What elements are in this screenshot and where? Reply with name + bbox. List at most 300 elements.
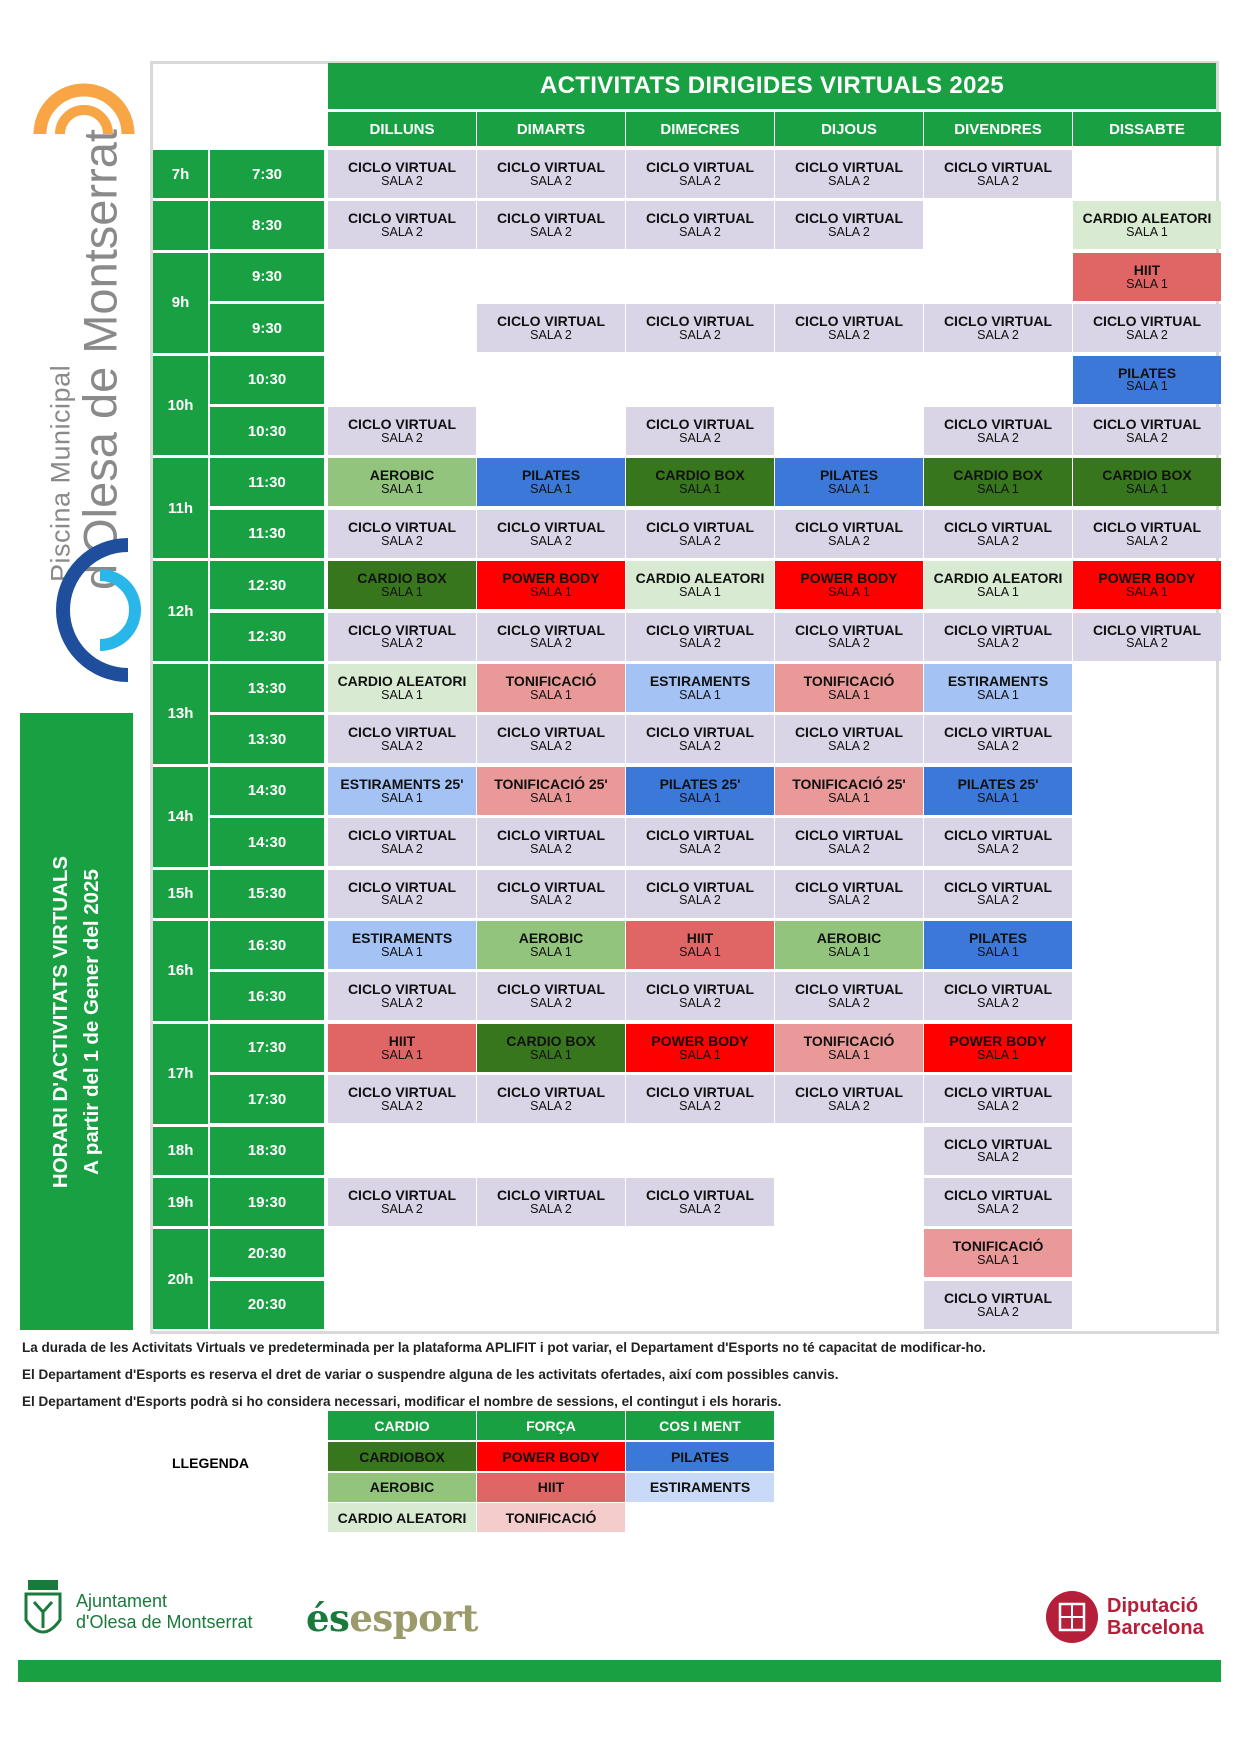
- class-name: CICLO VIRTUAL: [794, 159, 904, 176]
- class-name: CICLO VIRTUAL: [943, 724, 1053, 741]
- class-name: ESTIRAMENTS: [649, 673, 751, 690]
- class-cell: [477, 972, 625, 1020]
- class-room: SALA 2: [530, 996, 572, 1011]
- class-cell: [477, 150, 625, 198]
- class-name: CICLO VIRTUAL: [496, 159, 606, 176]
- class-cell: [328, 664, 476, 712]
- class-cell: [775, 664, 923, 712]
- class-room: SALA 2: [530, 327, 572, 342]
- class-room: SALA 1: [381, 482, 423, 497]
- class-cell: [775, 1075, 923, 1123]
- class-cell: [477, 1024, 625, 1072]
- class-room: SALA 2: [679, 893, 721, 908]
- class-name: CICLO VIRTUAL: [645, 313, 755, 330]
- class-cell: [328, 921, 476, 969]
- legend-header: COS I MENT: [626, 1411, 774, 1440]
- class-room: SALA 2: [679, 327, 721, 342]
- class-cell: [775, 561, 923, 609]
- class-cell: [626, 458, 774, 506]
- class-name: CICLO VIRTUAL: [496, 313, 606, 330]
- class-room: SALA 2: [679, 1098, 721, 1113]
- org-line2: d'Olesa de Montserrat: [73, 129, 127, 590]
- class-cell: [328, 1178, 476, 1226]
- legend-item: CARDIOBOX: [328, 1442, 476, 1471]
- class-name: POWER BODY: [1098, 570, 1196, 587]
- time-slot: 18:30: [210, 1127, 324, 1175]
- class-name: CICLO VIRTUAL: [943, 416, 1053, 433]
- class-room: SALA 1: [977, 584, 1019, 599]
- class-name: CICLO VIRTUAL: [794, 313, 904, 330]
- class-room: SALA 1: [1126, 584, 1168, 599]
- class-cell: [775, 767, 923, 815]
- hour-label: 19h: [153, 1178, 208, 1226]
- class-room: SALA 1: [679, 1047, 721, 1062]
- class-room: SALA 1: [828, 687, 870, 702]
- class-name: CICLO VIRTUAL: [943, 878, 1053, 895]
- class-room: SALA 2: [679, 430, 721, 445]
- footer-bar: [18, 1660, 1221, 1682]
- class-room: SALA 2: [977, 533, 1019, 548]
- class-room: SALA 2: [977, 173, 1019, 188]
- class-room: SALA 2: [828, 225, 870, 240]
- class-room: SALA 2: [679, 739, 721, 754]
- class-room: SALA 2: [977, 327, 1019, 342]
- class-room: SALA 2: [530, 173, 572, 188]
- class-cell: [328, 870, 476, 918]
- class-name: CICLO VIRTUAL: [794, 1084, 904, 1101]
- class-name: CICLO VIRTUAL: [943, 313, 1053, 330]
- class-cell: [626, 1075, 774, 1123]
- class-cell: [626, 715, 774, 763]
- class-name: CARDIO ALEATORI: [933, 570, 1063, 587]
- class-cell: [924, 304, 1072, 352]
- class-cell: [626, 150, 774, 198]
- class-cell: [477, 664, 625, 712]
- class-cell: [477, 715, 625, 763]
- class-room: SALA 2: [977, 1201, 1019, 1216]
- class-cell: [924, 510, 1072, 558]
- class-room: SALA 2: [828, 996, 870, 1011]
- ajuntament-line1: Ajuntament: [76, 1591, 168, 1611]
- class-room: SALA 2: [977, 893, 1019, 908]
- class-name: CICLO VIRTUAL: [645, 1084, 755, 1101]
- class-name: CARDIO BOX: [1102, 467, 1192, 484]
- class-cell: [1073, 356, 1221, 404]
- class-name: CICLO VIRTUAL: [645, 518, 755, 535]
- time-slot: 17:30: [210, 1075, 324, 1123]
- class-room: SALA 2: [381, 893, 423, 908]
- class-name: PILATES: [1117, 364, 1177, 381]
- class-cell: [626, 1178, 774, 1226]
- diputacio-logo: [1045, 1590, 1204, 1644]
- class-cell: [775, 921, 923, 969]
- class-name: PILATES 25': [659, 775, 741, 792]
- class-room: SALA 2: [977, 841, 1019, 856]
- class-name: CICLO VIRTUAL: [943, 1289, 1053, 1306]
- class-name: CICLO VIRTUAL: [1092, 416, 1202, 433]
- class-name: PILATES: [819, 467, 879, 484]
- time-slot: 16:30: [210, 921, 324, 969]
- class-name: CICLO VIRTUAL: [794, 210, 904, 227]
- class-name: HIIT: [686, 930, 714, 947]
- time-slot: 9:30: [210, 304, 324, 352]
- class-cell: [626, 870, 774, 918]
- hour-label: 18h: [153, 1127, 208, 1175]
- class-cell: [924, 1178, 1072, 1226]
- class-cell: [775, 715, 923, 763]
- class-room: SALA 1: [977, 790, 1019, 805]
- esesport-logo: [306, 1596, 478, 1640]
- banner-line2: A partir del 1 de Gener del 2025: [80, 869, 103, 1175]
- class-name: HIIT: [1133, 261, 1161, 278]
- class-cell: [924, 1127, 1072, 1175]
- class-room: SALA 2: [679, 225, 721, 240]
- class-cell: [477, 458, 625, 506]
- class-cell: [775, 304, 923, 352]
- class-name: POWER BODY: [651, 1032, 749, 1049]
- class-name: CICLO VIRTUAL: [645, 724, 755, 741]
- diputacio-emblem-icon: [1045, 1590, 1099, 1644]
- class-name: CARDIO ALEATORI: [635, 570, 765, 587]
- class-room: SALA 1: [1126, 379, 1168, 394]
- class-name: CICLO VIRTUAL: [943, 1187, 1053, 1204]
- class-cell: [924, 1281, 1072, 1329]
- coat-of-arms-icon: [22, 1578, 64, 1646]
- class-room: SALA 2: [1126, 636, 1168, 651]
- class-room: SALA 1: [530, 584, 572, 599]
- class-room: SALA 1: [977, 1253, 1019, 1268]
- class-name: CICLO VIRTUAL: [347, 1084, 457, 1101]
- class-cell: [328, 613, 476, 661]
- class-cell: [924, 407, 1072, 455]
- class-room: SALA 2: [828, 533, 870, 548]
- class-cell: [626, 767, 774, 815]
- class-room: SALA 1: [828, 584, 870, 599]
- class-cell: [924, 870, 1072, 918]
- class-room: SALA 2: [381, 841, 423, 856]
- class-cell: [626, 613, 774, 661]
- legend-item: POWER BODY: [477, 1442, 625, 1471]
- class-name: CICLO VIRTUAL: [943, 159, 1053, 176]
- class-room: SALA 1: [1126, 482, 1168, 497]
- class-room: SALA 1: [530, 482, 572, 497]
- time-slot: 10:30: [210, 356, 324, 404]
- class-name: CICLO VIRTUAL: [794, 981, 904, 998]
- class-room: SALA 1: [679, 687, 721, 702]
- class-room: SALA 2: [530, 893, 572, 908]
- org-line1: Piscina Municipal: [45, 364, 76, 582]
- class-cell: [626, 1024, 774, 1072]
- class-name: CICLO VIRTUAL: [347, 159, 457, 176]
- class-room: SALA 1: [381, 687, 423, 702]
- time-slot: 12:30: [210, 561, 324, 609]
- class-name: CARDIO BOX: [357, 570, 447, 587]
- class-cell: [328, 201, 476, 249]
- class-name: CICLO VIRTUAL: [496, 621, 606, 638]
- class-room: SALA 2: [530, 1098, 572, 1113]
- time-slot: 11:30: [210, 458, 324, 506]
- class-room: SALA 2: [530, 225, 572, 240]
- class-room: SALA 2: [977, 1304, 1019, 1319]
- class-name: CICLO VIRTUAL: [943, 827, 1053, 844]
- class-name: AEROBIC: [816, 930, 882, 947]
- diputacio-line1: Diputació: [1107, 1595, 1199, 1617]
- class-room: SALA 2: [530, 1201, 572, 1216]
- class-cell: [775, 201, 923, 249]
- class-name: CICLO VIRTUAL: [943, 621, 1053, 638]
- class-cell: [477, 921, 625, 969]
- class-room: SALA 2: [679, 173, 721, 188]
- class-name: CICLO VIRTUAL: [794, 724, 904, 741]
- class-cell: [328, 1024, 476, 1072]
- time-slot: 8:30: [210, 201, 324, 249]
- class-name: CICLO VIRTUAL: [496, 210, 606, 227]
- class-name: CICLO VIRTUAL: [943, 1084, 1053, 1101]
- time-slot: 9:30: [210, 253, 324, 301]
- class-name: TONIFICACIÓ: [505, 673, 597, 690]
- class-name: CICLO VIRTUAL: [1092, 518, 1202, 535]
- class-cell: [328, 715, 476, 763]
- time-slot: 12:30: [210, 613, 324, 661]
- hour-label: 14h: [153, 767, 208, 867]
- class-room: SALA 2: [1126, 327, 1168, 342]
- class-cell: [1073, 304, 1221, 352]
- time-slot: 13:30: [210, 664, 324, 712]
- class-name: POWER BODY: [502, 570, 600, 587]
- time-slot: 7:30: [210, 150, 324, 198]
- class-cell: [775, 1024, 923, 1072]
- legend-item: PILATES: [626, 1442, 774, 1471]
- hour-label: 12h: [153, 561, 208, 661]
- hour-label: 20h: [153, 1229, 208, 1329]
- class-cell: [477, 613, 625, 661]
- class-room: SALA 1: [381, 584, 423, 599]
- class-room: SALA 1: [381, 1047, 423, 1062]
- class-cell: [924, 715, 1072, 763]
- class-cell: [924, 561, 1072, 609]
- orange-swirl-icon: [30, 72, 140, 172]
- banner-line1: HORARI D'ACTIVITATS VIRTUALS: [49, 855, 72, 1189]
- schedule-title: ACTIVITATS DIRIGIDES VIRTUALS 2025: [328, 63, 1216, 109]
- class-name: CICLO VIRTUAL: [347, 1187, 457, 1204]
- class-room: SALA 2: [530, 533, 572, 548]
- class-name: CARDIO ALEATORI: [337, 673, 467, 690]
- time-slot: 17:30: [210, 1024, 324, 1072]
- day-header-dimecres: DIMECRES: [626, 112, 774, 146]
- class-cell: [328, 150, 476, 198]
- class-name: TONIFICACIÓ 25': [494, 775, 608, 792]
- class-room: SALA 2: [977, 996, 1019, 1011]
- hour-label: 10h: [153, 356, 208, 456]
- class-cell: [328, 972, 476, 1020]
- legend-label: LLEGENDA: [172, 1455, 249, 1471]
- class-cell: [1073, 407, 1221, 455]
- class-name: TONIFICACIÓ 25': [792, 775, 906, 792]
- class-name: CICLO VIRTUAL: [794, 878, 904, 895]
- class-cell: [924, 1229, 1072, 1277]
- class-name: CICLO VIRTUAL: [645, 878, 755, 895]
- class-cell: [775, 613, 923, 661]
- class-room: SALA 2: [381, 636, 423, 651]
- class-name: CICLO VIRTUAL: [496, 878, 606, 895]
- class-room: SALA 1: [679, 584, 721, 599]
- class-room: SALA 2: [381, 173, 423, 188]
- class-room: SALA 2: [381, 533, 423, 548]
- class-cell: [626, 972, 774, 1020]
- class-name: ESTIRAMENTS 25': [340, 775, 464, 792]
- class-name: CICLO VIRTUAL: [645, 827, 755, 844]
- class-cell: [626, 304, 774, 352]
- class-room: SALA 2: [828, 636, 870, 651]
- class-name: CARDIO BOX: [655, 467, 745, 484]
- class-cell: [328, 458, 476, 506]
- class-name: POWER BODY: [800, 570, 898, 587]
- class-room: SALA 2: [530, 636, 572, 651]
- note-3: El Departament d'Esports podrà si ho considera necessari, modificar el nombre de sessions, el contingut i els horaris.: [22, 1394, 782, 1409]
- hour-label: 17h: [153, 1024, 208, 1124]
- class-room: SALA 1: [1126, 276, 1168, 291]
- class-room: SALA 1: [679, 482, 721, 497]
- class-room: SALA 2: [381, 430, 423, 445]
- class-name: CICLO VIRTUAL: [347, 518, 457, 535]
- blue-swirl-icon: [40, 535, 150, 700]
- legend-header: FORÇA: [477, 1411, 625, 1440]
- class-name: TONIFICACIÓ: [952, 1238, 1044, 1255]
- class-room: SALA 1: [381, 790, 423, 805]
- class-room: SALA 1: [530, 1047, 572, 1062]
- class-name: ESTIRAMENTS: [947, 673, 1049, 690]
- class-cell: [328, 1075, 476, 1123]
- class-room: SALA 1: [977, 944, 1019, 959]
- legend-item: CARDIO ALEATORI: [328, 1503, 476, 1532]
- legend-item: TONIFICACIÓ: [477, 1503, 625, 1532]
- class-room: SALA 1: [530, 790, 572, 805]
- time-slot: 11:30: [210, 510, 324, 558]
- class-cell: [1073, 613, 1221, 661]
- class-name: CARDIO BOX: [953, 467, 1043, 484]
- time-slot: 14:30: [210, 818, 324, 866]
- class-room: SALA 1: [828, 944, 870, 959]
- class-room: SALA 2: [381, 1098, 423, 1113]
- class-room: SALA 1: [828, 790, 870, 805]
- class-room: SALA 2: [1126, 533, 1168, 548]
- note-1: La durada de les Activitats Virtuals ve predeterminada per la plataforma APLIFIT i pot variar, el Departament d'Esports no té capacitat de modificar-ho.: [22, 1340, 986, 1355]
- esesport-part2: esport: [349, 1596, 478, 1640]
- hour-label: 13h: [153, 664, 208, 764]
- class-cell: [1073, 510, 1221, 558]
- hour-label: 7h: [153, 150, 208, 198]
- class-cell: [477, 510, 625, 558]
- legend-header: CARDIO: [328, 1411, 476, 1440]
- class-cell: [477, 870, 625, 918]
- class-room: SALA 1: [679, 790, 721, 805]
- hour-label: 11h: [153, 458, 208, 558]
- class-room: SALA 1: [381, 944, 423, 959]
- class-name: TONIFICACIÓ: [803, 1032, 895, 1049]
- class-room: SALA 2: [381, 739, 423, 754]
- class-room: SALA 2: [679, 996, 721, 1011]
- class-name: CICLO VIRTUAL: [496, 724, 606, 741]
- day-header-divendres: DIVENDRES: [924, 112, 1072, 146]
- class-name: TONIFICACIÓ: [803, 673, 895, 690]
- class-cell: [477, 818, 625, 866]
- class-name: CICLO VIRTUAL: [943, 1135, 1053, 1152]
- time-slot: 15:30: [210, 870, 324, 918]
- class-name: CICLO VIRTUAL: [347, 416, 457, 433]
- class-cell: [626, 201, 774, 249]
- class-room: SALA 1: [977, 1047, 1019, 1062]
- class-name: CICLO VIRTUAL: [347, 621, 457, 638]
- class-cell: [1073, 561, 1221, 609]
- class-name: CICLO VIRTUAL: [645, 159, 755, 176]
- time-slot: 20:30: [210, 1281, 324, 1329]
- class-room: SALA 2: [977, 430, 1019, 445]
- class-cell: [775, 150, 923, 198]
- class-room: SALA 1: [1126, 225, 1168, 240]
- class-room: SALA 2: [828, 173, 870, 188]
- day-header-dissabte: DISSABTE: [1073, 112, 1221, 146]
- class-name: CICLO VIRTUAL: [645, 1187, 755, 1204]
- class-cell: [477, 1075, 625, 1123]
- class-room: SALA 2: [977, 1150, 1019, 1165]
- hour-label: 16h: [153, 921, 208, 1021]
- class-name: CARDIO ALEATORI: [1082, 210, 1212, 227]
- class-name: CICLO VIRTUAL: [794, 827, 904, 844]
- class-cell: [775, 818, 923, 866]
- class-cell: [328, 767, 476, 815]
- day-header-dimarts: DIMARTS: [477, 112, 625, 146]
- class-name: HIIT: [388, 1032, 416, 1049]
- class-name: CICLO VIRTUAL: [496, 518, 606, 535]
- class-cell: [775, 510, 923, 558]
- class-room: SALA 2: [381, 1201, 423, 1216]
- class-cell: [477, 1178, 625, 1226]
- class-cell: [924, 818, 1072, 866]
- class-room: SALA 2: [679, 533, 721, 548]
- class-cell: [924, 921, 1072, 969]
- class-cell: [775, 870, 923, 918]
- class-name: CICLO VIRTUAL: [645, 210, 755, 227]
- class-cell: [626, 664, 774, 712]
- class-cell: [626, 561, 774, 609]
- class-cell: [477, 201, 625, 249]
- esesport-part1: és: [306, 1596, 350, 1640]
- time-slot: 13:30: [210, 715, 324, 763]
- class-cell: [626, 510, 774, 558]
- hour-label: 15h: [153, 870, 208, 918]
- class-room: SALA 1: [828, 1047, 870, 1062]
- time-slot: 16:30: [210, 972, 324, 1020]
- class-name: CICLO VIRTUAL: [347, 981, 457, 998]
- class-cell: [924, 972, 1072, 1020]
- class-name: CICLO VIRTUAL: [645, 981, 755, 998]
- time-slot: 10:30: [210, 407, 324, 455]
- class-room: SALA 1: [530, 687, 572, 702]
- class-cell: [1073, 253, 1221, 301]
- class-room: SALA 2: [679, 1201, 721, 1216]
- class-cell: [477, 561, 625, 609]
- class-room: SALA 2: [679, 636, 721, 651]
- class-name: CICLO VIRTUAL: [645, 416, 755, 433]
- class-room: SALA 2: [977, 739, 1019, 754]
- class-cell: [626, 921, 774, 969]
- class-cell: [924, 767, 1072, 815]
- class-name: CICLO VIRTUAL: [347, 827, 457, 844]
- class-room: SALA 2: [828, 841, 870, 856]
- class-name: CICLO VIRTUAL: [794, 518, 904, 535]
- class-name: CICLO VIRTUAL: [943, 518, 1053, 535]
- legend-item: ESTIRAMENTS: [626, 1473, 774, 1502]
